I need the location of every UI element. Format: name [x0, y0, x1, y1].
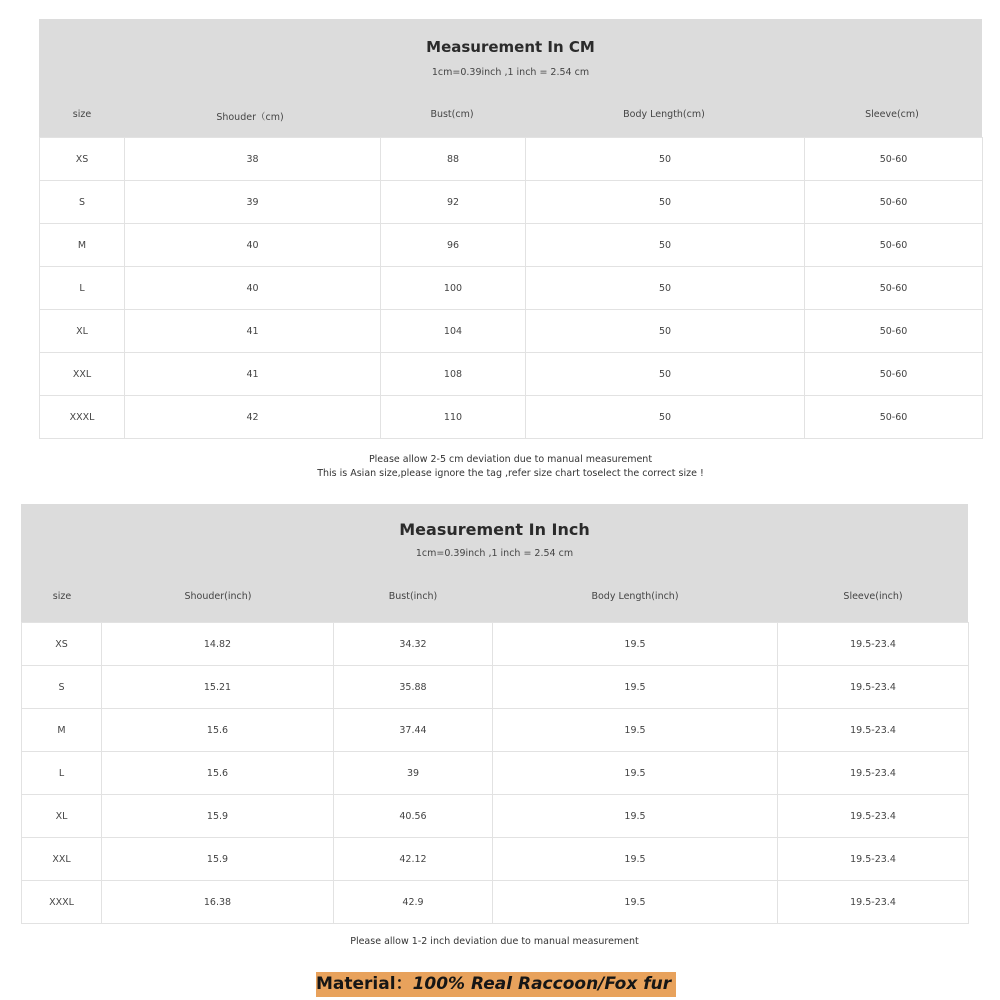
- cell-shoulder: 41: [125, 353, 381, 396]
- material-banner: [316, 972, 676, 997]
- cell-body-length: 19.5: [493, 623, 778, 666]
- table-row: [22, 881, 969, 924]
- cell-sleeve: 19.5-23.4: [778, 709, 969, 752]
- cell-size: XS: [22, 623, 102, 666]
- inch-notes: [21, 924, 968, 949]
- table-row: [22, 752, 969, 795]
- cell-bust: 108: [381, 353, 526, 396]
- table-row: [22, 795, 969, 838]
- cell-body-length: 19.5: [493, 666, 778, 709]
- col-header-body-length: Body Length(cm): [623, 109, 705, 120]
- cell-size: XXXL: [40, 396, 125, 439]
- cell-body-length: 50: [526, 181, 805, 224]
- cell-size: XXL: [22, 838, 102, 881]
- deviation-note: Please allow 1-2 inch deviation due to manual measurement: [350, 936, 639, 947]
- table-row: [40, 138, 983, 181]
- cell-sleeve: 19.5-23.4: [778, 623, 969, 666]
- cell-body-length: 19.5: [493, 752, 778, 795]
- cell-shoulder: 39: [125, 181, 381, 224]
- cell-body-length: 50: [526, 224, 805, 267]
- cell-body-length: 50: [526, 353, 805, 396]
- cell-bust: 34.32: [334, 623, 493, 666]
- cell-shoulder: 15.9: [102, 795, 334, 838]
- col-header-shoulder: Shouder（cm): [216, 112, 284, 123]
- table-row: [40, 353, 983, 396]
- cell-shoulder: 16.38: [102, 881, 334, 924]
- inch-size-chart: [21, 504, 968, 960]
- cm-size-chart: [39, 19, 982, 493]
- cell-sleeve: 50-60: [805, 353, 983, 396]
- cell-size: XS: [40, 138, 125, 181]
- material-value: 100% Real Raccoon/Fox fur: [412, 974, 672, 994]
- cell-bust: 104: [381, 310, 526, 353]
- cm-size-table: [39, 137, 983, 439]
- cell-body-length: 19.5: [493, 838, 778, 881]
- col-header-bust: Bust(inch): [388, 591, 438, 602]
- cell-sleeve: 50-60: [805, 181, 983, 224]
- cell-size: XXL: [40, 353, 125, 396]
- col-header-sleeve: Sleeve(inch): [843, 591, 903, 602]
- table-row: [40, 267, 983, 310]
- cell-sleeve: 50-60: [805, 224, 983, 267]
- cell-size: S: [22, 666, 102, 709]
- table-row: [40, 224, 983, 267]
- cell-body-length: 19.5: [493, 881, 778, 924]
- col-header-size: size: [52, 591, 72, 602]
- cell-sleeve: 19.5-23.4: [778, 752, 969, 795]
- inch-chart-subtitle: 1cm=0.39inch ,1 inch = 2.54 cm: [415, 548, 574, 559]
- table-row: [40, 310, 983, 353]
- inch-chart-title: Measurement In Inch: [399, 520, 590, 539]
- cell-bust: 96: [381, 224, 526, 267]
- cell-body-length: 50: [526, 267, 805, 310]
- asian-size-note: This is Asian size,please ignore the tag ,refer size chart toselect the correct size !: [317, 468, 704, 479]
- cell-size: L: [22, 752, 102, 795]
- cell-shoulder: 14.82: [102, 623, 334, 666]
- cell-size: XXXL: [22, 881, 102, 924]
- cell-shoulder: 38: [125, 138, 381, 181]
- cell-sleeve: 50-60: [805, 267, 983, 310]
- cell-size: S: [40, 181, 125, 224]
- cell-size: XL: [22, 795, 102, 838]
- inch-chart-header: [21, 504, 968, 622]
- cell-size: XL: [40, 310, 125, 353]
- deviation-note: Please allow 2-5 cm deviation due to manual measurement: [368, 454, 653, 465]
- cell-bust: 35.88: [334, 666, 493, 709]
- table-row: [22, 623, 969, 666]
- cell-bust: 39: [334, 752, 493, 795]
- cell-sleeve: 19.5-23.4: [778, 795, 969, 838]
- col-header-sleeve: Sleeve(cm): [865, 109, 919, 120]
- cell-bust: 37.44: [334, 709, 493, 752]
- cell-shoulder: 41: [125, 310, 381, 353]
- table-row: [40, 181, 983, 224]
- table-row: [22, 709, 969, 752]
- cell-body-length: 19.5: [493, 795, 778, 838]
- cell-sleeve: 50-60: [805, 396, 983, 439]
- material-label: Material：: [316, 974, 413, 994]
- inch-size-table: [21, 622, 969, 924]
- cell-bust: 40.56: [334, 795, 493, 838]
- col-header-size: size: [72, 109, 92, 120]
- cm-chart-title: Measurement In CM: [426, 38, 595, 56]
- cell-shoulder: 42: [125, 396, 381, 439]
- cell-shoulder: 15.21: [102, 666, 334, 709]
- cell-size: L: [40, 267, 125, 310]
- cell-shoulder: 15.6: [102, 752, 334, 795]
- cell-sleeve: 19.5-23.4: [778, 838, 969, 881]
- col-header-body-length: Body Length(inch): [591, 591, 679, 602]
- col-header-bust: Bust(cm): [430, 109, 474, 120]
- cm-chart-header: [39, 19, 982, 137]
- table-row: [40, 396, 983, 439]
- cm-chart-subtitle: 1cm=0.39inch ,1 inch = 2.54 cm: [431, 67, 590, 78]
- cell-bust: 42.12: [334, 838, 493, 881]
- cell-body-length: 50: [526, 396, 805, 439]
- table-row: [22, 666, 969, 709]
- cell-bust: 110: [381, 396, 526, 439]
- cell-bust: 88: [381, 138, 526, 181]
- cell-shoulder: 15.6: [102, 709, 334, 752]
- cell-size: M: [22, 709, 102, 752]
- cell-bust: 100: [381, 267, 526, 310]
- cell-shoulder: 40: [125, 267, 381, 310]
- cell-shoulder: 40: [125, 224, 381, 267]
- cell-shoulder: 15.9: [102, 838, 334, 881]
- cell-bust: 92: [381, 181, 526, 224]
- cell-body-length: 50: [526, 138, 805, 181]
- col-header-shoulder: Shouder(inch): [184, 591, 252, 602]
- cell-size: M: [40, 224, 125, 267]
- cell-body-length: 19.5: [493, 709, 778, 752]
- table-row: [22, 838, 969, 881]
- cell-body-length: 50: [526, 310, 805, 353]
- cell-sleeve: 50-60: [805, 310, 983, 353]
- cell-sleeve: 19.5-23.4: [778, 666, 969, 709]
- cell-sleeve: 19.5-23.4: [778, 881, 969, 924]
- cell-bust: 42.9: [334, 881, 493, 924]
- cm-notes: [39, 439, 982, 481]
- cell-sleeve: 50-60: [805, 138, 983, 181]
